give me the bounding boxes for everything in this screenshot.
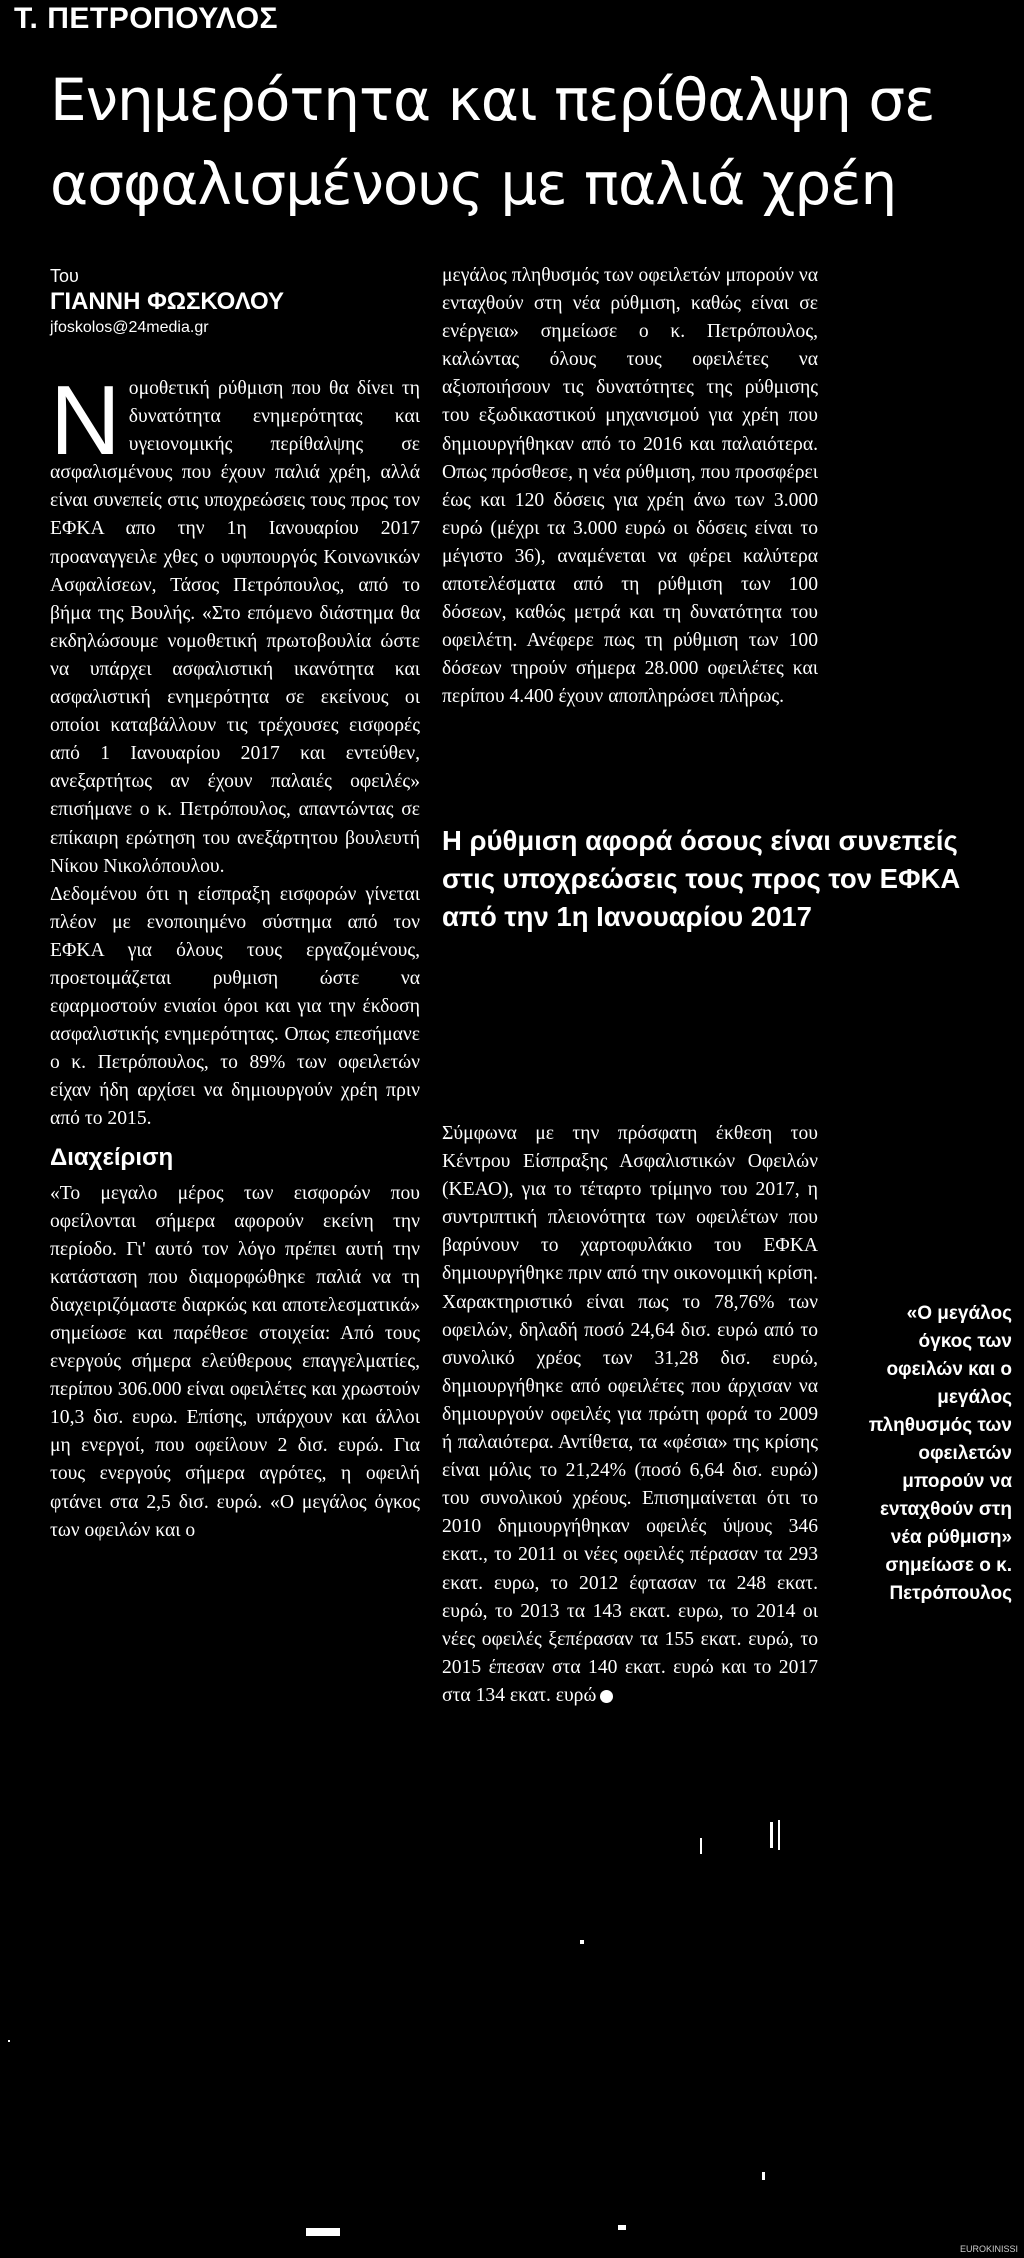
scan-speck: [8, 2040, 10, 2042]
scan-speck: [618, 2225, 626, 2230]
author-email[interactable]: jfoskolos@24media.gr: [50, 319, 209, 336]
subheading-management: Διαχείριση: [50, 1143, 174, 1171]
photo-credit: EUROKINISSI: [959, 2244, 1018, 2254]
author-name: ΓΙΑΝΝΗ ΦΩΣΚΟΛΟΥ: [50, 288, 285, 315]
scan-speck: [770, 1822, 773, 1848]
pull-quote: «Ο μεγάλος όγκος των οφειλών και ο μεγάλος πληθυσμός των οφειλετών μπορούν να ενταχθούν στη νέα ρύθμιση» σημείωσε ο κ. Πετρόπουλος: [868, 1303, 1012, 1604]
column-2-top: [442, 262, 818, 712]
column-1: [50, 365, 420, 1545]
column-2-bottom: [442, 1120, 818, 1710]
scan-speck: [778, 1820, 780, 1850]
section-kicker: Τ. ΠΕΤΡΟΠΟΥΛΟΣ: [14, 2, 279, 35]
paragraph-5-text: Σύμφωνα με την πρόσφατη έκθεση του Κέντρου Είσπραξης Ασφαλιστικών Οφειλών (ΚΕΑΟ), για το τέταρτο τρίμηνο του 2017, η συντριπτική πλειονότητα των οφειλέτων που βαρύνουν το χαρτοφυλάκιο του ΕΦΚΑ δημιουργήθηκε πριν από την οικονομική κρίση. Χαρακτηριστικό είναι πως το 78,76% των οφειλών, δηλαδή ποσό 24,64 δισ. ευρώ από το συνολικό χρέος των 31,28 δισ. ευρώ, δημιουργήθηκε από οφειλέτες που άρχισαν να δημιουργούν οφειλές για πρώτη φορά το 2009 ή παλαιότερα. Αντίθετα, τα «φέσια» της κρίσης είναι μόλις το 21,24% (ποσό 6,64 δισ. ευρώ) του συνολικού χρέους. Επισημαίνεται ότι το 2010 δημιουργήθηκαν οφειλές ύψους 346 εκατ., το 2011 οι νέες οφειλές πέρασαν τα 293 εκατ. ευρω, το 2012 έφτασαν τα 248 εκατ. ευρώ, το 2013 τα 143 εκατ. ευρω, το 2014 οι νέες οφειλές ξεπέρασαν τα 155 εκατ. ευρώ, το 2015 έπεσαν στα 140 εκατ. ευρώ και το 2017 στα 134 εκατ. ευρώ: [442, 1123, 818, 1706]
paragraph-2: Δεδομένου ότι η είσπραξη εισφορών γίνεται πλέον με ενοποιημένο σύστημα από τον ΕΦΚΑ για όλους τους εργαζομένους, προετοιμάζεται ρυθμιση ώστε να εφαρμοστούν ενιαίοι όροι και για την έκδοση ασφαλιστικής ενημερότητας. Οπως επεσήμανε ο κ. Πετρόπουλος, το 89% των οφειλετών είχαν ήδη αρχίσει να δημιουργούν χρέη πριν από το 2015.: [50, 883, 420, 1130]
scan-speck: [700, 1838, 702, 1854]
scan-speck: [306, 2228, 340, 2236]
scan-speck: [762, 2172, 765, 2180]
end-of-article-bullet-icon: [600, 1690, 613, 1703]
byline: [50, 265, 380, 339]
paragraph-1-text: ομοθετική ρύθμιση που θα δίνει τη δυνατότητα ενημερότητας και υγειονομικής περίθαλψης σε ασφαλισμένους που έχουν παλιά χρέη, αλλά είναι συνεπείς στις υποχρεώσεις τους προς τον ΕΦΚΑ απο την 1η Ιανουαρίου 2017 προαναγγειλε χθες ο υφυπουργός Κοινωνικών Ασφαλίσεων, Τάσος Πετρόπουλος, από το βήμα της Βουλής. «Στο επόμενο διάστημα θα εκδηλώσουμε νομοθετική πρωτοβουλία ώστε να υπάρχει ασφαλιστική ικανότητα και ασφαλιστική ενημερότητα σε εκείνους οι οποίοι καταβάλλουν τις τρέχουσες εισφορές από 1 Ιανουαρίου 2017 και εντεύθεν, ανεξαρτήτως αν έχουν παλαιές οφειλές» επισήμανε ο κ. Πετρόπουλος, απαντώντας σε επίκαιρη ερώτηση του ανεξάρτητου βουλευτή Νίκου Νικολόπουλου.: [50, 378, 420, 877]
headline: Ενημερότητα και περίθαλψη σε ασφαλισμένους με παλιά χρέη: [50, 66, 935, 218]
paragraph-intro: [50, 365, 420, 881]
paragraph-4: μεγάλος πληθυσμός των οφειλετών μπορούν να ενταχθούν στη νέα ρύθμιση, καθώς είναι σε ενέργεια» σημείωσε ο κ. Πετρόπουλος, καλώντας όλους τους οφειλέτες να αξιοποιήσουν τις δυνατότητες της ρύθμισης του εξωδικαστικού μηχανισμού για χρέη που δημιουργήθηκαν από το 2016 και παλαιότερα. Οπως πρόσθεσε, η νέα ρύθμιση, που προσφέρει έως και 120 δόσεις για χρέη άνω των 3.000 ευρώ (μέχρι τα 3.000 ευρώ οι δόσεις είναι το μέγιστο 36), αναμένεται να φέρει καλύτερα αποτελέσματα από τη ρύθμιση των 100 δόσεων, καθώς μετρά και τη δυνατότητα του οφειλέτη. Ανέφερε πως τη ρύθμιση των 100 δόσεων τηρούν σήμερα 28.000 οφειλέτες και περίπου 4.400 έχουν αποπληρώσει πλήρως.: [442, 265, 818, 708]
scan-speck: [580, 1940, 584, 1944]
paragraph-3: «Το μεγαλο μέρος των εισφορών που οφείλονται σήμερα αφορούν εκείνη την περίοδο. Γι' αυτό τον λόγο πρέπει αυτή την κατάσταση που διαμορφώθηκε παλιά να τη διαχειριζόμαστε διαρκώς και αποτελεσματικά» σημείωσε και παρέθεσε στοιχεία: Από τους ενεργούς σήμερα ελεύθερους επαγγελματίες, περίπου 306.000 είναι οφειλέτες και χρωστούν 10,3 δισ. ευρω. Επίσης, υπάρχουν και άλλοι μη ενεργοί, που οφείλουν 2 δισ. ευρώ. Για τους ενεργούς σήμερα αγρότες, η οφειλή φτάνει στα 2,5 δισ. ευρώ. «Ο μεγάλος όγκος των οφειλών και ο: [50, 1182, 420, 1541]
drop-cap: Ν: [50, 365, 121, 475]
paragraph-5: [442, 1120, 818, 1710]
byline-prefix: Του: [50, 266, 79, 286]
section-heading: Η ρύθμιση αφορά όσους είναι συνεπείς στις υποχρεώσεις τους προς τον ΕΦΚΑ από την 1η Ιανουαρίου 2017: [442, 825, 961, 932]
